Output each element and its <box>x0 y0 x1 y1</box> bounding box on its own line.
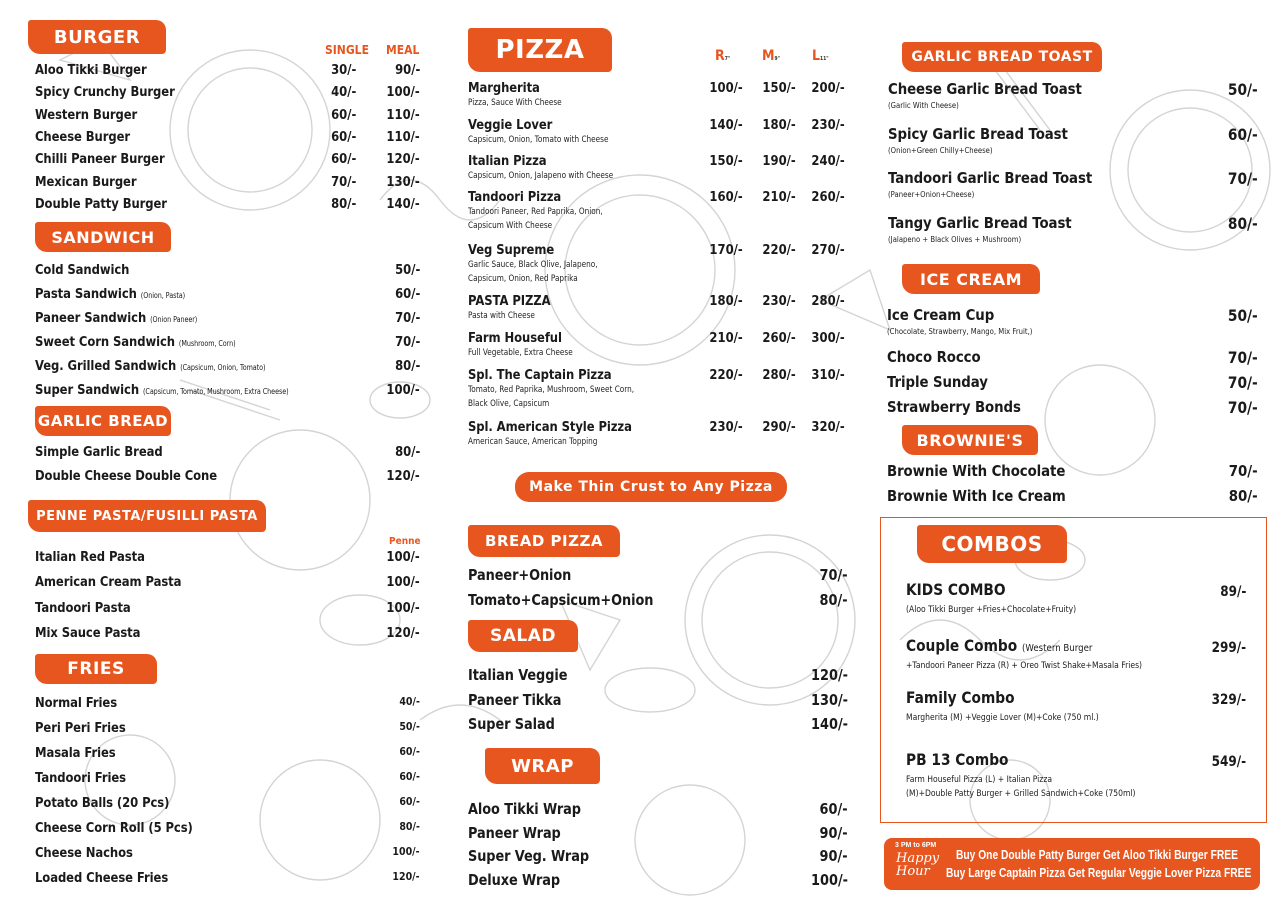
item-name: Brownie With Ice Cream <box>887 487 1066 505</box>
combo-name <box>906 580 1006 599</box>
item-name: Brownie With Chocolate <box>887 462 1066 480</box>
item-name <box>35 358 265 374</box>
price-l: 310/- <box>811 367 845 383</box>
price-l: 230/- <box>811 117 845 133</box>
menu-row <box>35 62 420 84</box>
price-single: 80/- <box>330 195 356 212</box>
pizza-row <box>468 117 848 145</box>
price: 50/- <box>394 262 420 278</box>
menu-row <box>35 745 420 767</box>
salad-title: SALAD <box>489 626 556 646</box>
pizza-desc: Capsicum, Onion, Jalapeno with Cheese <box>468 171 614 181</box>
menu-row <box>35 795 420 817</box>
menu-row <box>468 666 848 688</box>
price: 70/- <box>819 566 848 584</box>
pizza-row <box>468 80 848 108</box>
menu-row <box>35 820 420 842</box>
menu-row <box>35 196 420 218</box>
pizza-col-m: M9" <box>762 48 781 64</box>
item-name: Paneer+Onion <box>468 566 572 584</box>
item-desc: (Paneer+Onion+Cheese) <box>888 190 975 199</box>
pizza-name: Veggie Lover <box>468 117 553 133</box>
price: 50/- <box>1228 80 1258 99</box>
price: 50/- <box>399 720 420 733</box>
item-name <box>35 334 236 350</box>
thin-crust-banner <box>515 472 787 502</box>
garlic-bread-banner <box>35 406 171 436</box>
item-name: Cheese Corn Roll (5 Pcs) <box>35 820 193 836</box>
item-note: (Onion Paneer) <box>150 315 198 324</box>
item-name: Choco Rocco <box>887 348 981 366</box>
item-name: American Cream Pasta <box>35 574 182 591</box>
menu-row <box>35 695 420 717</box>
menu-row <box>35 382 420 404</box>
brownies-title: BROWNIE'S <box>916 430 1024 450</box>
menu-row <box>887 462 1258 484</box>
item-title: Super Sandwich <box>35 382 140 398</box>
item-name: Tandoori Fries <box>35 770 127 786</box>
fries-title: FRIES <box>67 659 125 679</box>
pizza-banner <box>468 28 612 72</box>
column-middle <box>460 0 880 914</box>
menu-row <box>35 468 420 490</box>
menu-row <box>35 334 420 356</box>
price: 80/- <box>1229 487 1258 505</box>
pizza-row <box>468 242 848 284</box>
price: 80/- <box>394 444 420 460</box>
price-m: 290/- <box>762 419 796 435</box>
menu-row <box>35 870 420 892</box>
happy-hour-offer-2: Buy Large Captain Pizza Get Regular Veggie Lover Pizza FREE <box>946 866 1252 880</box>
combo-row <box>906 750 1246 800</box>
price: 40/- <box>399 695 420 708</box>
combo-title-text: KIDS COMBO <box>906 580 1006 599</box>
garlic-toast-banner <box>902 42 1102 72</box>
pizza-row <box>468 419 848 447</box>
menu-row <box>35 845 420 867</box>
burger-col-meal: MEAL <box>386 43 420 57</box>
price-r: 140/- <box>709 117 743 133</box>
menu-row <box>468 800 848 822</box>
price: 60/- <box>399 745 420 758</box>
price-single: 40/- <box>330 84 356 101</box>
item-name: Tandoori Pasta <box>35 599 131 616</box>
happy-hour-banner <box>884 838 1260 890</box>
price: 80/- <box>1228 213 1258 233</box>
menu-row <box>468 847 848 869</box>
pizza-row <box>468 330 848 358</box>
pizza-name: Farm Houseful <box>468 330 562 346</box>
menu-row <box>35 151 420 173</box>
item-name: Cheese Nachos <box>35 845 133 861</box>
price: 90/- <box>819 847 848 865</box>
pizza-desc: Pasta with Cheese <box>468 311 535 321</box>
item-name: Peri Peri Fries <box>35 720 126 736</box>
item-name: Tandoori Garlic Bread Toast <box>888 169 1093 187</box>
wrap-title: WRAP <box>511 755 574 777</box>
menu-row <box>35 107 420 129</box>
price-m: 210/- <box>762 189 796 205</box>
garlic-toast-title: GARLIC BREAD TOAST <box>911 49 1093 65</box>
item-name <box>35 382 289 398</box>
price: 100/- <box>386 549 420 565</box>
combo-title-text: PB 13 Combo <box>906 750 1009 769</box>
thin-crust-text: Make Thin Crust to Any Pizza <box>529 479 773 495</box>
item-name: Simple Garlic Bread <box>35 444 163 460</box>
pizza-desc: Capsicum, Onion, Tomato with Cheese <box>468 135 609 145</box>
pizza-row <box>468 189 848 231</box>
item-name: Potato Balls (20 Pcs) <box>35 795 170 811</box>
pizza-name: Italian Pizza <box>468 153 547 169</box>
item-note: (Mushroom, Corn) <box>178 339 236 348</box>
price: 130/- <box>811 690 848 709</box>
item-name: Normal Fries <box>35 695 118 711</box>
price-m: 180/- <box>762 117 796 133</box>
bread-pizza-banner <box>468 525 620 557</box>
pizza-name: Spl. The Captain Pizza <box>468 367 612 383</box>
menu-row <box>35 625 420 647</box>
menu-row <box>35 600 420 622</box>
item-name: Deluxe Wrap <box>468 870 560 889</box>
price: 60/- <box>1228 124 1258 144</box>
item-name: Ice Cream Cup <box>887 306 995 324</box>
menu-row <box>468 871 848 893</box>
price: 50/- <box>1228 306 1258 325</box>
item-desc: (Onion+Green Chilly+Cheese) <box>888 145 993 155</box>
item-name: Double Patty Burger <box>35 195 167 212</box>
price: 70/- <box>1229 462 1258 480</box>
price: 120/- <box>811 666 848 684</box>
price: 100/- <box>392 845 420 858</box>
garlic-bread-title: GARLIC BREAD <box>37 412 169 430</box>
price-r: 170/- <box>709 242 743 258</box>
toast-row <box>888 80 1258 120</box>
item-title: Veg. Grilled Sandwich <box>35 358 177 374</box>
menu-row <box>35 262 420 284</box>
pizza-name: Tandoori Pizza <box>468 189 562 205</box>
item-name <box>35 310 197 326</box>
price-r: 160/- <box>709 189 743 205</box>
pizza-row <box>468 367 848 409</box>
price: 60/- <box>394 286 420 302</box>
price-l: 320/- <box>811 419 845 435</box>
menu-row <box>35 84 420 106</box>
price: 70/- <box>394 334 420 350</box>
item-name: Super Salad <box>468 715 555 733</box>
price-m: 260/- <box>762 330 796 346</box>
price-r: 220/- <box>709 367 743 383</box>
item-name <box>35 262 129 278</box>
menu-row <box>35 286 420 308</box>
combo-row <box>906 688 1246 738</box>
pizza-name: Margherita <box>468 80 540 96</box>
menu-row <box>35 770 420 792</box>
price: 100/- <box>811 870 848 889</box>
pizza-desc: Capsicum, Onion, Red Paprika <box>468 274 578 284</box>
combo-price: 89/- <box>1219 584 1246 600</box>
combo-name <box>906 750 1009 769</box>
item-note: (Capsicum, Onion, Tomato) <box>180 363 266 372</box>
item-name: Cheese Burger <box>35 128 131 145</box>
price-l: 300/- <box>811 330 845 346</box>
item-name: Spicy Garlic Bread Toast <box>888 124 1068 143</box>
menu-row <box>35 129 420 151</box>
salad-banner <box>468 620 578 652</box>
combo-price: 549/- <box>1211 754 1246 770</box>
price: 120/- <box>392 870 420 883</box>
item-name: Masala Fries <box>35 745 116 761</box>
menu-row <box>468 824 848 846</box>
item-name: Western Burger <box>35 106 138 123</box>
item-name: Mix Sauce Pasta <box>35 624 141 641</box>
pasta-col-penne: Penne <box>389 536 421 547</box>
combo-price: 329/- <box>1211 692 1246 708</box>
price: 60/- <box>399 795 420 808</box>
item-title: Paneer Sandwich <box>35 310 147 326</box>
item-name: Spicy Crunchy Burger <box>35 84 175 101</box>
price: 70/- <box>1228 398 1258 417</box>
menu-row <box>35 174 420 196</box>
item-name: Super Veg. Wrap <box>468 847 589 865</box>
price-m: 150/- <box>762 80 796 96</box>
brownies-banner <box>902 425 1038 455</box>
price: 70/- <box>1228 373 1258 392</box>
price: 60/- <box>819 800 848 818</box>
item-name: Aloo Tikki Wrap <box>468 800 581 818</box>
price-l: 240/- <box>811 153 845 169</box>
price-r: 210/- <box>709 330 743 346</box>
item-name: Paneer Tikka <box>468 690 562 709</box>
price-single: 70/- <box>330 173 356 190</box>
happy-hour-label: Happy Hour <box>896 851 940 879</box>
combo-desc: +Tandoori Paneer Pizza (R) + Oreo Twist Shake+Masala Fries) <box>906 661 1143 671</box>
price: 80/- <box>399 820 420 833</box>
item-note: (Onion, Pasta) <box>140 291 186 300</box>
price-meal: 130/- <box>386 173 420 190</box>
price-single: 60/- <box>330 106 356 123</box>
pizza-col-l: L11" <box>812 48 829 64</box>
menu-row <box>468 591 848 613</box>
price: 140/- <box>811 715 848 733</box>
combo-row <box>906 580 1246 630</box>
price: 70/- <box>1228 169 1258 188</box>
menu-row <box>468 566 848 588</box>
price: 80/- <box>819 591 848 609</box>
item-name: Aloo Tikki Burger <box>35 62 147 78</box>
combos-title: COMBOS <box>941 532 1043 556</box>
pizza-desc: Full Vegetable, Extra Cheese <box>468 348 573 358</box>
menu-row <box>35 549 420 571</box>
price-m: 190/- <box>762 153 796 169</box>
toast-row <box>888 169 1258 209</box>
price-r: 150/- <box>709 153 743 169</box>
combo-row <box>906 636 1246 686</box>
item-name <box>35 286 185 302</box>
pizza-title: PIZZA <box>495 35 585 65</box>
combo-price: 299/- <box>1211 640 1246 656</box>
sandwich-banner <box>35 222 171 252</box>
ice-cream-banner <box>902 264 1040 294</box>
item-name: Mexican Burger <box>35 173 137 190</box>
menu-row <box>468 691 848 713</box>
price-meal: 100/- <box>386 84 420 101</box>
pizza-row <box>468 293 848 321</box>
pizza-col-r: R7" <box>715 48 731 64</box>
happy-hour-time: 3 PM to 6PM <box>895 842 937 849</box>
pizza-name: PASTA PIZZA <box>468 293 551 309</box>
item-desc: (Garlic With Cheese) <box>888 101 959 110</box>
item-name: Loaded Cheese Fries <box>35 870 169 886</box>
price: 120/- <box>386 468 420 484</box>
price-m: 230/- <box>762 293 796 309</box>
price: 120/- <box>386 624 420 641</box>
price: 70/- <box>1228 348 1258 367</box>
combo-desc: (M)+Double Patty Burger + Grilled Sandwich+Coke (750ml) <box>906 789 1136 799</box>
ice-cream-title: ICE CREAM <box>920 269 1022 289</box>
pizza-desc: Black Olive, Capsicum <box>468 399 550 409</box>
price-meal: 140/- <box>386 195 420 212</box>
burger-col-single: SINGLE <box>325 43 369 57</box>
menu-row <box>35 720 420 742</box>
item-note: (Capsicum, Tomato, Mushroom, Extra Cheese) <box>142 387 289 396</box>
column-left <box>0 0 440 914</box>
toast-row <box>888 214 1258 254</box>
price-l: 260/- <box>811 189 845 205</box>
price-l: 270/- <box>811 242 845 258</box>
price: 90/- <box>819 823 848 842</box>
price-l: 200/- <box>811 80 845 96</box>
item-name: Double Cheese Double Cone <box>35 468 218 484</box>
price-m: 280/- <box>762 367 796 383</box>
item-name: Cheese Garlic Bread Toast <box>888 80 1082 98</box>
menu-row <box>468 715 848 737</box>
pizza-desc: Garlic Sauce, Black Olive, Jalapeno, <box>468 260 598 270</box>
pizza-row <box>468 153 848 181</box>
menu-row <box>35 574 420 596</box>
combos-banner <box>917 525 1067 563</box>
price-r: 100/- <box>709 80 743 96</box>
fries-banner <box>35 654 157 684</box>
item-name: Italian Veggie <box>468 666 568 684</box>
combo-name <box>906 636 1092 655</box>
price-single: 60/- <box>330 128 356 145</box>
sandwich-title: SANDWICH <box>51 227 155 247</box>
item-name: Triple Sunday <box>887 373 988 391</box>
price-m: 220/- <box>762 242 796 258</box>
price-meal: 120/- <box>386 151 420 168</box>
price-meal: 90/- <box>394 62 420 78</box>
item-name: Strawberry Bonds <box>887 398 1021 416</box>
price: 80/- <box>394 358 420 374</box>
bread-pizza-title: BREAD PIZZA <box>485 532 603 550</box>
pizza-desc: Tomato, Red Paprika, Mushroom, Sweet Corn, <box>468 385 635 395</box>
menu-row <box>35 310 420 332</box>
toast-row <box>888 125 1258 165</box>
price-l: 280/- <box>811 293 845 309</box>
combos-panel <box>880 517 1267 823</box>
combo-note: (Western Burger <box>1022 643 1093 654</box>
pizza-desc: American Sauce, American Topping <box>468 437 598 447</box>
item-name: Tangy Garlic Bread Toast <box>888 213 1072 232</box>
price-r: 180/- <box>709 293 743 309</box>
item-name: Tomato+Capsicum+Onion <box>468 591 654 609</box>
combo-title-text: Family Combo <box>906 688 1015 707</box>
item-title: Cold Sandwich <box>35 262 130 278</box>
item-desc: (Chocolate, Strawberry, Mango, Mix Fruit,) <box>887 327 1033 336</box>
combo-desc: (Aloo Tikki Burger +Fries+Chocolate+Fruity) <box>906 605 1077 615</box>
pizza-name: Spl. American Style Pizza <box>468 419 632 435</box>
menu-row <box>35 444 420 466</box>
menu-row <box>35 358 420 380</box>
combo-name <box>906 688 1015 707</box>
price: 100/- <box>386 599 420 616</box>
burger-title: BURGER <box>53 26 141 48</box>
pasta-banner <box>28 500 266 532</box>
price-meal: 110/- <box>386 106 420 123</box>
item-title: Pasta Sandwich <box>35 286 137 302</box>
price: 70/- <box>394 310 420 326</box>
item-name: Paneer Wrap <box>468 823 561 842</box>
pizza-desc: Tandoori Paneer, Red Paprika, Onion, <box>468 207 603 217</box>
price: 100/- <box>386 382 420 398</box>
combo-desc: Margherita (M) +Veggie Lover (M)+Coke (750 ml.) <box>906 713 1099 723</box>
burger-banner <box>28 20 166 54</box>
price-single: 60/- <box>330 151 356 168</box>
menu-row <box>887 487 1258 509</box>
combo-desc: Farm Houseful Pizza (L) + Italian Pizza <box>906 775 1053 785</box>
price-single: 30/- <box>330 62 356 78</box>
price: 60/- <box>399 770 420 783</box>
price: 100/- <box>386 574 420 591</box>
combo-title-text: Couple Combo <box>906 636 1018 655</box>
item-name: Italian Red Pasta <box>35 549 145 565</box>
wrap-banner <box>485 748 600 784</box>
item-desc: (Jalapeno + Black Olives + Mushroom) <box>888 234 1022 244</box>
pizza-name: Veg Supreme <box>468 242 555 258</box>
happy-hour-offer-1: Buy One Double Patty Burger Get Aloo Tikki Burger FREE <box>956 848 1238 862</box>
ice-row <box>887 306 1258 342</box>
pizza-desc: Pizza, Sauce With Cheese <box>468 98 562 108</box>
pizza-desc: Capsicum With Cheese <box>468 221 553 231</box>
pasta-title: PENNE PASTA/FUSILLI PASTA <box>36 508 258 524</box>
item-name: Chilli Paneer Burger <box>35 151 165 168</box>
price-meal: 110/- <box>386 128 420 145</box>
price-r: 230/- <box>709 419 743 435</box>
item-title: Sweet Corn Sandwich <box>35 334 175 350</box>
